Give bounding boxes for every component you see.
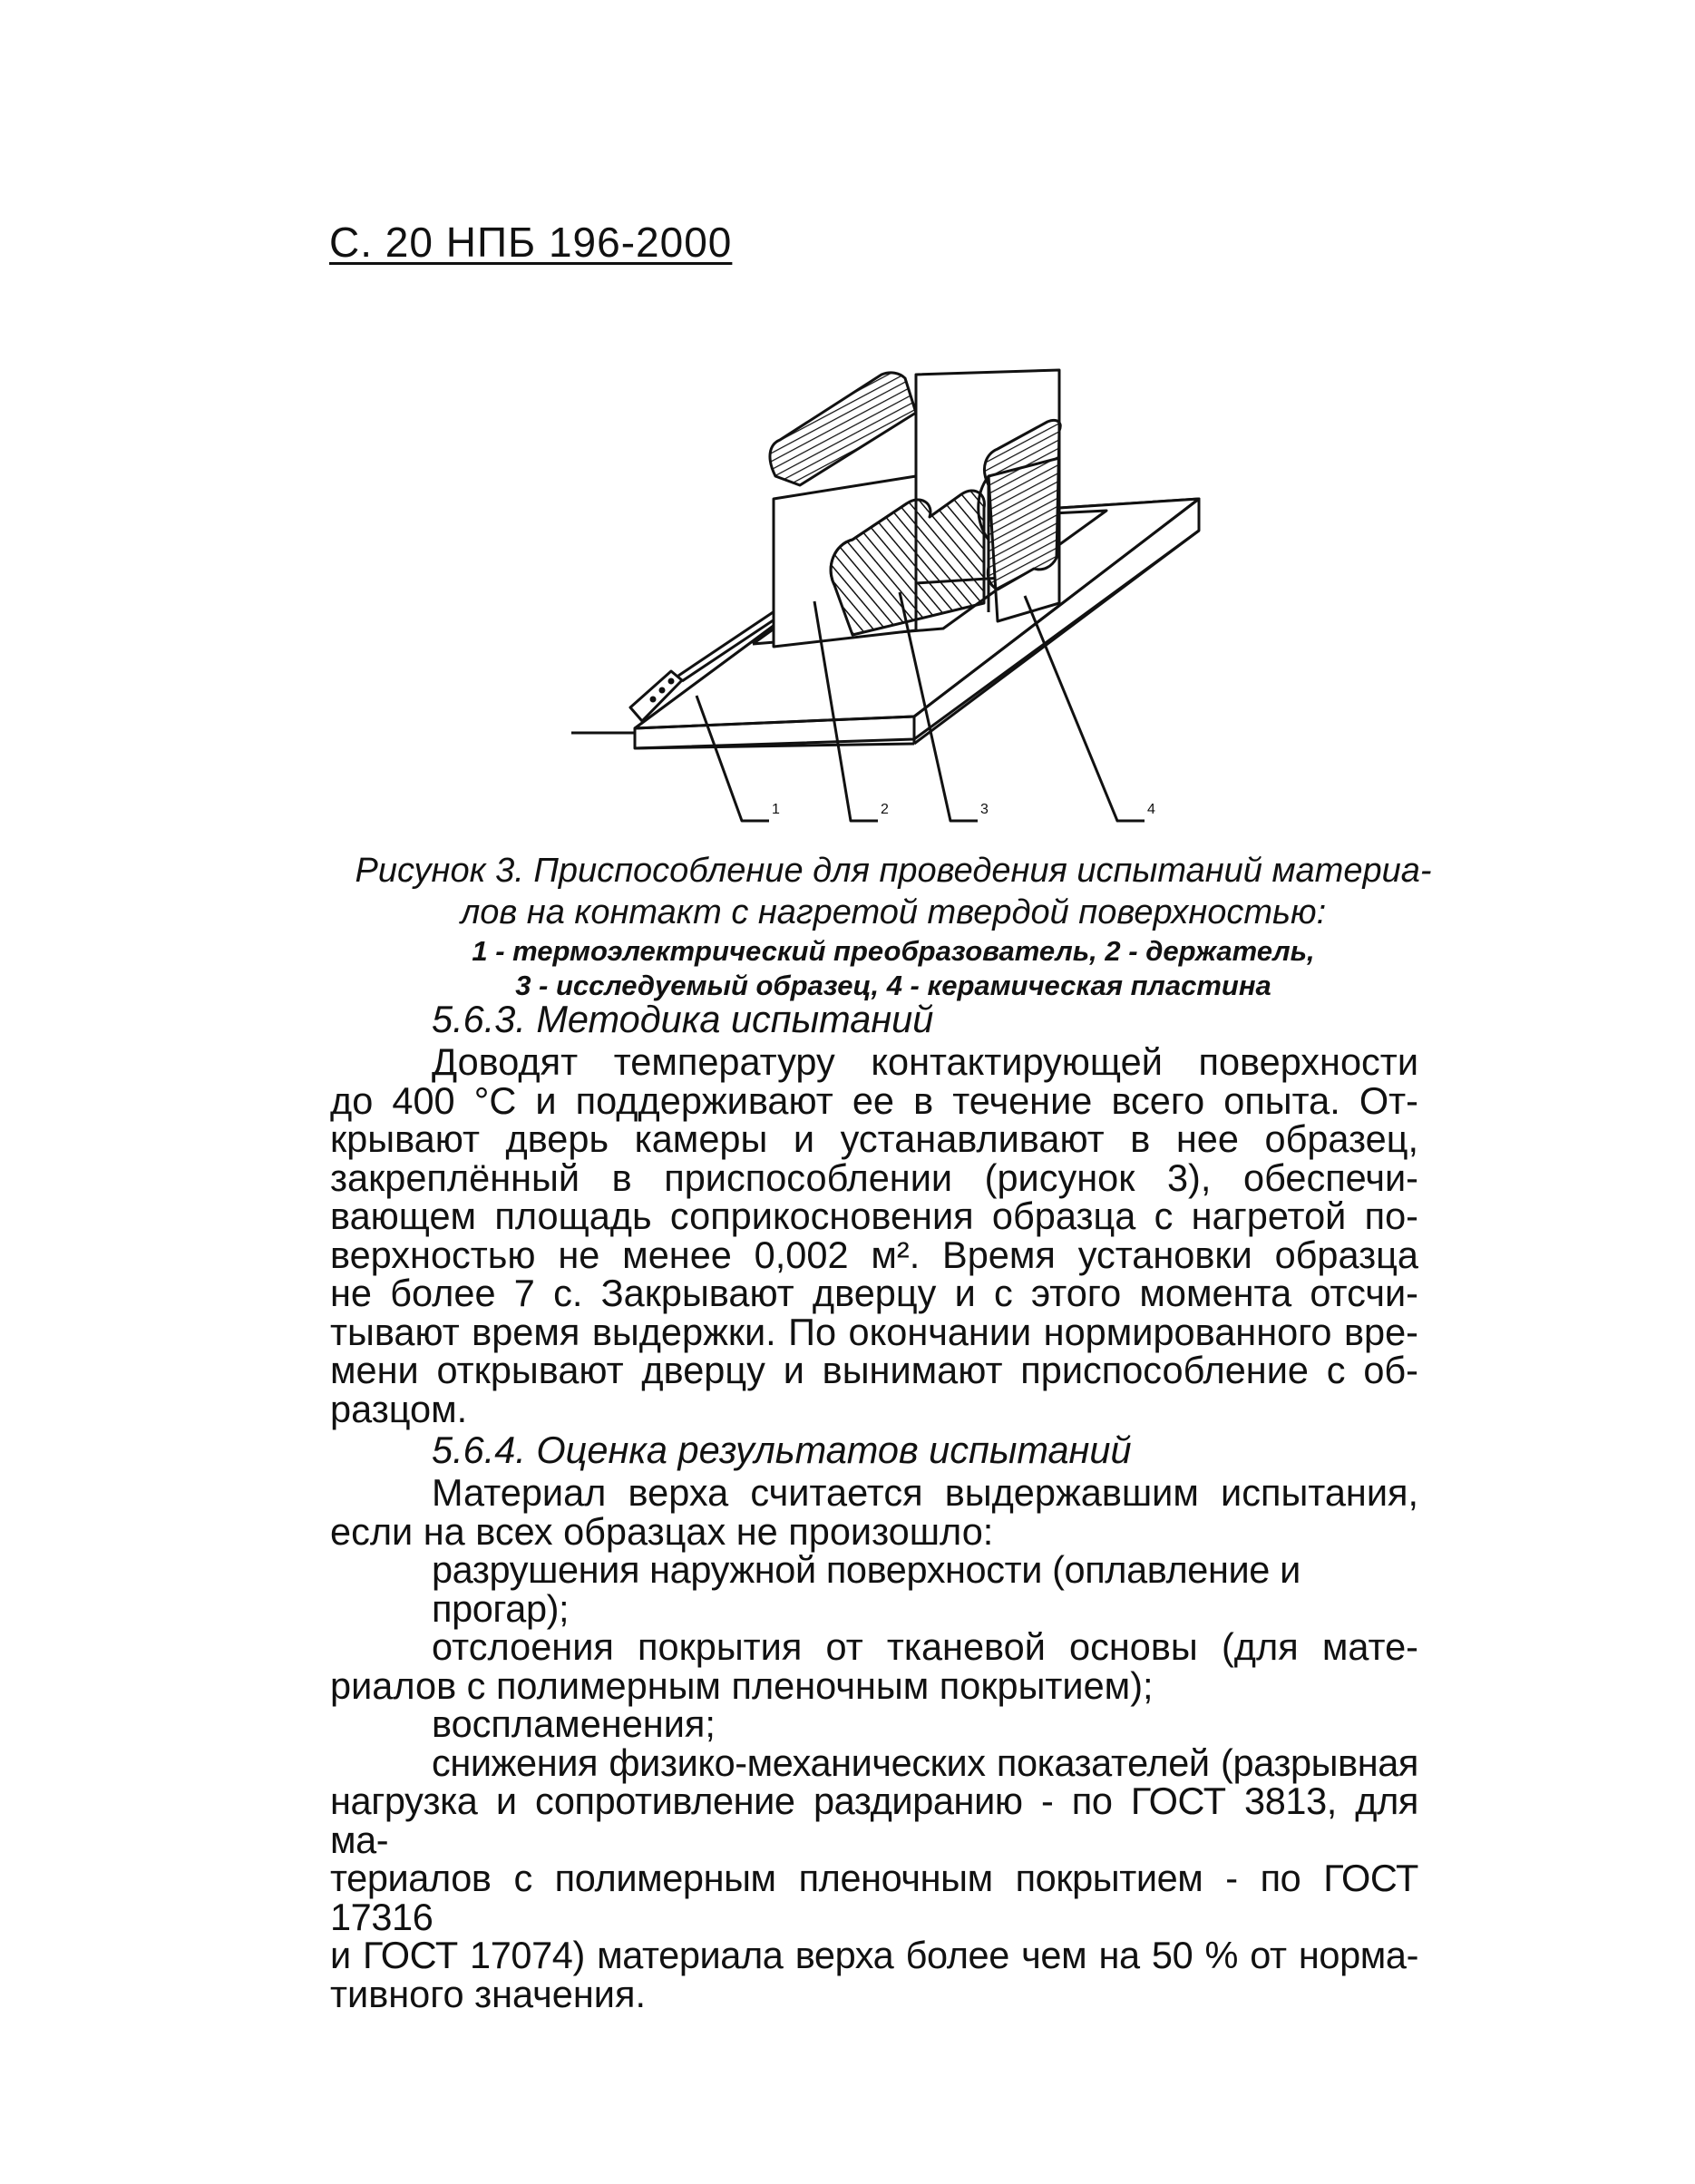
paragraph-line: нагрузка и сопротивление раздиранию - по ГОСТ 3813, для ма-	[330, 1779, 1418, 1861]
figure-label-4: 4	[1147, 802, 1155, 817]
paragraph-line: разцом.	[330, 1387, 468, 1430]
paragraph-line: риалов с полимерным пленочным покрытием);	[330, 1663, 1154, 1707]
list-item-3: воспламенения;	[432, 1702, 716, 1745]
caption-line: лов на контакт с нагретой твердой поверхностью:	[460, 893, 1327, 931]
paragraph-line: не более 7 с. Закрывают дверцу и с этого момента отсчи-	[330, 1272, 1418, 1314]
paragraph-line: Доводят температуру контактирующей поверхности	[432, 1040, 1418, 1083]
paragraph-line: тивного значения.	[330, 1972, 646, 2015]
caption-line: Рисунок 3. Приспособление для проведения испытаний материа-	[355, 852, 1432, 890]
legend-line: 3 - исследуемый образец, 4 - керамическая пластина	[515, 970, 1271, 1001]
figure-3-drawing	[562, 358, 1215, 830]
legend-line: 1 - термоэлектрический преобразователь, 2 - держатель,	[472, 935, 1315, 967]
paragraph-line: верхностью не менее 0,002 м². Время установки образца	[330, 1233, 1418, 1276]
paragraph-line: крывают дверь камеры и устанавливают в нее образец,	[330, 1117, 1418, 1160]
paragraph-line: тывают время выдержки. По окончании нормированного вре-	[330, 1310, 1418, 1353]
paragraph-line: до 400 °С и поддерживают ее в течение всего опыта. От-	[330, 1078, 1418, 1122]
paragraph-line: Материал верха считается выдержавшим испытания,	[432, 1471, 1418, 1514]
paragraph-line: вающем площадь соприкосновения образца с нагретой по-	[330, 1194, 1418, 1237]
list-item-4: снижения физико-механических показателей (разрывная	[432, 1740, 1418, 1784]
figure-label-3: 3	[980, 802, 989, 817]
figure-caption	[331, 850, 1456, 933]
page-header: С. 20 НПБ 196-2000	[329, 219, 733, 266]
paragraph-line: если на всех образцах не произошло:	[330, 1509, 994, 1553]
figure-label-2: 2	[881, 802, 889, 817]
figure-legend	[331, 934, 1456, 1003]
figure-label-1: 1	[772, 802, 780, 817]
section-heading-5-6-3: 5.6.3. Методика испытаний	[432, 998, 934, 1040]
list-item-1: разрушения наружной поверхности (оплавление и прогар);	[432, 1548, 1300, 1630]
paragraph-line: мени открывают дверцу и вынимают приспособление с об-	[330, 1349, 1418, 1391]
section-heading-5-6-4: 5.6.4. Оценка результатов испытаний	[432, 1428, 1132, 1471]
list-item-2: отслоения покрытия от тканевой основы (для мате-	[432, 1625, 1418, 1668]
section-body-5-6-4	[330, 1471, 1418, 2015]
paragraph-line: териалов с полимерным пленочным покрытием - по ГОСТ 17316	[330, 1857, 1418, 1938]
paragraph-line: закреплённый в приспособлении (рисунок 3), обеспечи-	[330, 1155, 1418, 1199]
section-body-5-6-3	[330, 1040, 1418, 1430]
paragraph-line: и ГОСТ 17074) материала верха более чем на 50 % от норма-	[330, 1934, 1418, 1976]
